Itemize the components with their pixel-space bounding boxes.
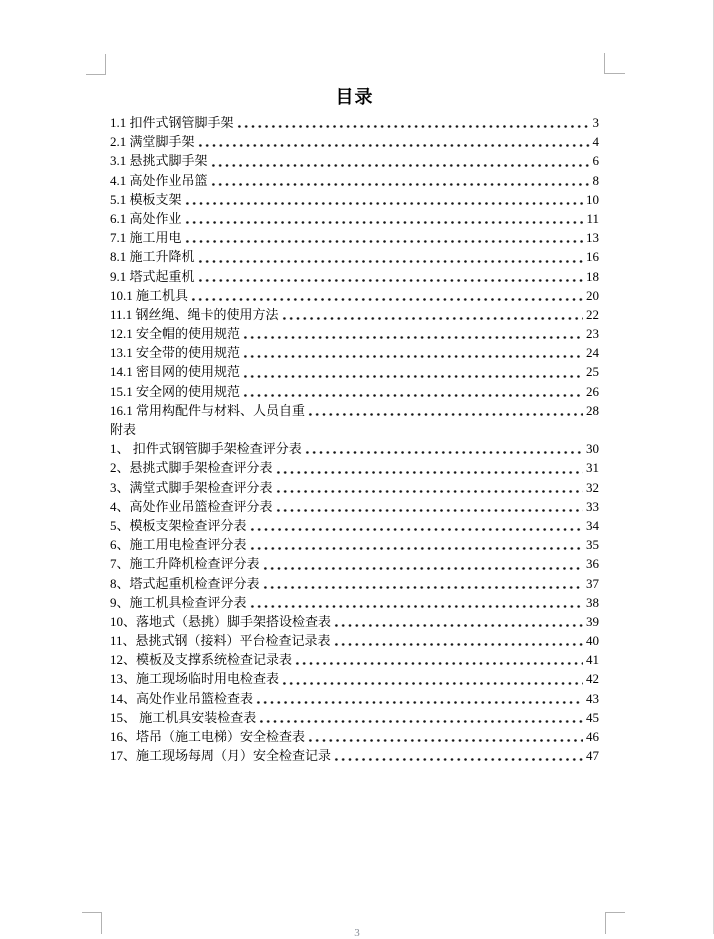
toc-entry[interactable] [110,516,599,535]
toc-entry-page: 32 [586,479,599,495]
toc-entry-label: 5.1 模板支架 [110,191,182,207]
dot-leader [184,190,583,209]
appendix-heading: 附表 [110,422,137,437]
dot-leader [197,247,583,266]
toc-entry-label: 1.1 扣件式钢管脚手架 [110,115,234,130]
toc-entry-label: 14、高处作业吊篮检查表 [110,690,254,706]
toc-entry-page: 28 [586,402,599,418]
toc-entry[interactable] [110,708,599,727]
dot-leader [333,746,583,765]
toc-entry-page: 30 [586,441,599,457]
toc-entry[interactable] [110,727,599,746]
dot-leader [275,497,583,516]
toc-entry-label: 4.1 高处作业吊篮 [110,172,208,188]
toc-entry[interactable] [110,746,599,765]
toc-entry-page: 18 [586,268,599,284]
toc-entry-page: 22 [586,306,599,322]
toc-entry-label: 16、塔吊（施工电梯）安全检查表 [110,729,306,744]
toc-entry-page: 43 [586,690,599,706]
toc-entry-page: 47 [586,748,599,764]
toc-entry-page: 23 [586,326,599,342]
crop-mark-top-right [604,53,625,74]
toc-entry-page: 13 [586,230,599,246]
toc-entry-label: 3、满堂式脚手架检查评分表 [110,479,273,495]
toc-entry-label: 8、塔式起重机检查评分表 [110,575,260,591]
toc-entry[interactable] [110,305,599,324]
dot-leader [249,535,583,554]
dot-leader [307,727,583,746]
toc-entry-page: 40 [586,633,599,649]
dot-leader [307,401,583,420]
toc-entry-label: 3.1 悬挑式脚手架 [110,153,208,169]
toc-entry[interactable] [110,439,599,458]
toc-entry-label: 13、施工现场临时用电检查表 [110,671,280,687]
toc-entry[interactable] [110,267,599,286]
toc-content [110,84,599,765]
toc-entry-label: 1、 扣件式钢管脚手架检查评分表 [110,441,302,457]
dot-leader [333,612,583,631]
toc-entry[interactable] [110,286,599,305]
toc-entry-page: 46 [586,729,599,744]
toc-entry[interactable] [110,228,599,247]
dot-leader [249,593,583,612]
toc-entry[interactable] [110,612,599,631]
dot-leader [294,650,583,669]
dot-leader [184,228,583,247]
toc-entry-label: 17、施工现场每周（月）安全检查记录 [110,748,332,764]
toc-entry[interactable] [110,535,599,554]
dot-leader [197,267,583,286]
dot-leader [236,113,590,132]
toc-entry-label: 7、施工升降机检查评分表 [110,556,260,572]
toc-entry-page: 6 [592,153,599,169]
dot-leader [262,574,583,593]
dot-leader [242,362,583,381]
toc-entry[interactable] [110,689,599,708]
toc-entry[interactable] [110,209,599,228]
toc-entry-label: 14.1 密目网的使用规范 [110,364,241,380]
dot-leader [190,286,583,305]
toc-entry-label: 9.1 塔式起重机 [110,268,195,284]
dot-leader [242,324,583,343]
toc-entry[interactable] [110,458,599,477]
toc-entry-page: 24 [586,345,599,361]
toc-entry[interactable] [110,593,599,612]
toc-entry-page: 42 [586,671,599,687]
dot-leader [258,708,583,727]
toc-entry-label: 12.1 安全帽的使用规范 [110,326,241,342]
toc-entry[interactable] [110,669,599,688]
toc-entry[interactable] [110,113,599,132]
toc-entry[interactable] [110,574,599,593]
crop-mark-top-left [86,54,106,75]
dot-leader [242,382,583,401]
toc-entry[interactable] [110,497,599,516]
toc-entry-label: 16.1 常用构配件与材料、人员自重 [110,402,306,418]
dot-leader [304,439,583,458]
toc-section-list [110,113,599,420]
toc-entry[interactable] [110,631,599,650]
toc-entry-label: 6、施工用电检查评分表 [110,537,247,553]
toc-entry-label: 10.1 施工机具 [110,287,189,303]
toc-entry-page: 33 [586,498,599,514]
toc-entry-page: 35 [586,537,599,553]
toc-entry-page: 3 [592,115,599,130]
toc-entry[interactable] [110,171,599,190]
toc-entry-page: 4 [592,134,599,150]
toc-appendix-list [110,439,599,765]
toc-entry[interactable] [110,247,599,266]
toc-entry-label: 10、落地式（悬挑）脚手架搭设检查表 [110,613,332,629]
dot-leader [275,458,583,477]
toc-entry-page: 26 [586,383,599,399]
toc-entry[interactable] [110,324,599,343]
toc-entry-page: 36 [586,556,599,572]
toc-entry-page: 41 [586,652,599,668]
toc-entry[interactable] [110,650,599,669]
page-title: 目录 [335,87,374,107]
toc-entry-page: 10 [586,191,599,207]
toc-entry-page: 37 [586,575,599,591]
toc-entry[interactable] [110,132,599,151]
dot-leader [197,132,590,151]
toc-entry-label: 7.1 施工用电 [110,230,182,246]
toc-entry-page: 20 [586,287,599,303]
toc-entry-page: 31 [586,460,599,476]
dot-leader [249,516,583,535]
toc-entry-page: 39 [586,613,599,629]
toc-entry-page: 16 [586,249,599,265]
toc-entry-page: 38 [586,594,599,610]
dot-leader [210,151,590,170]
toc-entry-page: 25 [586,364,599,380]
toc-entry[interactable] [110,343,599,362]
toc-entry-page: 11 [586,210,599,226]
toc-entry-label: 12、模板及支撑系统检查记录表 [110,652,293,668]
toc-entry-label: 11、悬挑式钢（接料）平台检查记录表 [110,633,331,649]
toc-entry-label: 8.1 施工升降机 [110,249,195,265]
toc-entry-page: 8 [592,172,599,188]
toc-entry-label: 11.1 钢丝绳、绳卡的使用方法 [110,306,279,322]
toc-entry[interactable] [110,401,599,420]
toc-entry[interactable] [110,478,599,497]
dot-leader [242,343,583,362]
toc-entry-label: 4、高处作业吊篮检查评分表 [110,498,273,514]
toc-entry[interactable] [110,190,599,209]
dot-leader [255,689,583,708]
toc-entry-label: 15.1 安全网的使用规范 [110,383,241,399]
toc-entry-label: 9、施工机具检查评分表 [110,594,247,610]
toc-entry[interactable] [110,554,599,573]
toc-entry-page: 45 [586,709,599,725]
toc-entry[interactable] [110,151,599,170]
toc-entry[interactable] [110,362,599,381]
dot-leader [333,631,583,650]
dot-leader [281,669,583,688]
toc-entry-label: 5、模板支架检查评分表 [110,517,247,533]
dot-leader [262,554,583,573]
toc-entry[interactable] [110,382,599,401]
toc-entry-label: 2.1 满堂脚手架 [110,134,195,150]
toc-entry-page: 34 [586,517,599,533]
dot-leader [184,209,584,228]
toc-entry-label: 13.1 安全带的使用规范 [110,345,241,361]
toc-entry-label: 6.1 高处作业 [110,210,182,226]
dot-leader [275,478,583,497]
toc-entry-label: 15、 施工机具安装检查表 [110,709,257,725]
footer-page-number: 3 [354,927,360,939]
dot-leader [281,305,583,324]
toc-entry-label: 2、悬挑式脚手架检查评分表 [110,460,273,476]
dot-leader [210,171,590,190]
